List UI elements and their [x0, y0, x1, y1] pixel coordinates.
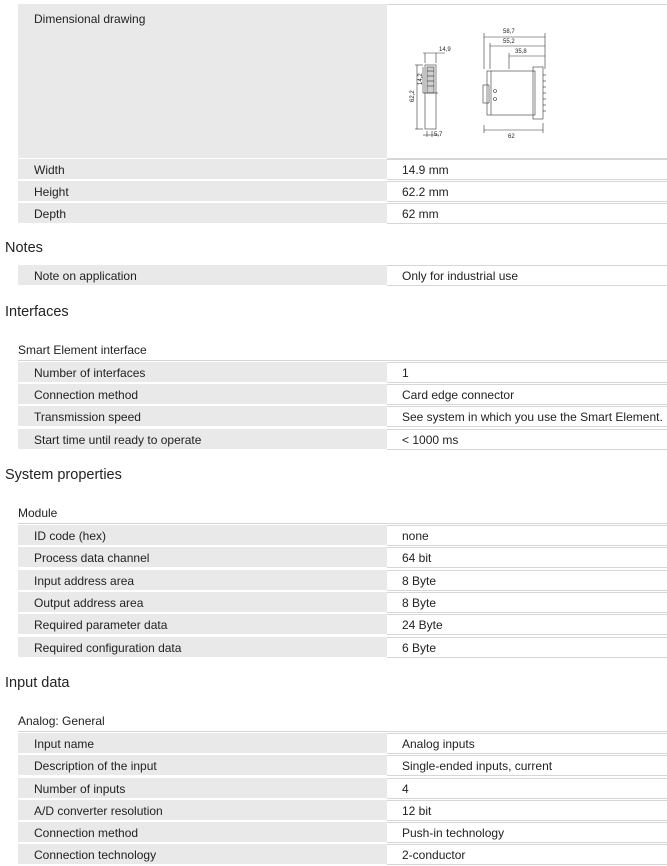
input-value: Push-in technology: [387, 822, 667, 843]
interfaces-value: < 1000 ms: [387, 429, 667, 450]
system-subtitle: Module: [18, 506, 58, 520]
interfaces-label: Connection method: [18, 384, 387, 405]
input-value: 12 bit: [387, 800, 667, 821]
interfaces-label: Number of interfaces: [18, 362, 387, 383]
dimensional-drawing-row: [18, 4, 667, 140]
dim-bottom-width: 5,7: [434, 132, 443, 138]
dim-depth-35: 35,8: [515, 49, 527, 55]
system-value: 64 bit: [387, 547, 667, 568]
section-title-system-properties: System properties: [5, 467, 122, 483]
dim-depth-62: 62: [508, 134, 515, 140]
input-label: Description of the input: [18, 755, 387, 776]
section-title-notes: Notes: [5, 240, 43, 256]
system-row: [18, 547, 667, 569]
system-label: ID code (hex): [18, 525, 387, 546]
subtitle-divider: [18, 731, 667, 732]
interfaces-row: [18, 406, 667, 428]
notes-row: [18, 265, 667, 287]
interfaces-value: See system in which you use the Smart Element.: [387, 406, 667, 427]
input-row: [18, 778, 667, 800]
dimension-value: 62 mm: [387, 203, 667, 224]
dimension-label: Height: [18, 181, 387, 202]
interfaces-value: Card edge connector: [387, 384, 667, 405]
dim-depth-55: 55,2: [503, 39, 515, 45]
input-label: Number of inputs: [18, 778, 387, 799]
system-label: Required parameter data: [18, 614, 387, 635]
input-row: [18, 800, 667, 822]
input-value: 2-conductor: [387, 844, 667, 865]
interfaces-value: 1: [387, 362, 667, 383]
system-label: Required configuration data: [18, 637, 387, 658]
input-row: [18, 822, 667, 844]
input-row: [18, 733, 667, 755]
dimensional-drawing-label: Dimensional drawing: [18, 4, 387, 159]
input-label: A/D converter resolution: [18, 800, 387, 821]
input-value: 4: [387, 778, 667, 799]
interfaces-row: [18, 362, 667, 384]
interfaces-label: Start time until ready to operate: [18, 429, 387, 450]
input-label: Input name: [18, 733, 387, 754]
subtitle-divider: [18, 360, 667, 361]
dimensional-drawing-cell: [387, 4, 667, 159]
input-value: Single-ended inputs, current: [387, 755, 667, 776]
system-value: none: [387, 525, 667, 546]
dimension-label: Width: [18, 159, 387, 180]
system-row: [18, 614, 667, 636]
input-label: Connection technology: [18, 844, 387, 865]
system-value: 24 Byte: [387, 614, 667, 635]
system-value: 6 Byte: [387, 637, 667, 658]
dimensional-drawing-image: [387, 5, 667, 160]
input-value: Analog inputs: [387, 733, 667, 754]
subtitle-divider: [18, 523, 667, 524]
dimension-row: [18, 181, 667, 203]
input-subtitle: Analog: General: [18, 714, 105, 728]
dim-depth-58: 58,7: [503, 29, 515, 35]
system-value: 8 Byte: [387, 570, 667, 591]
system-value: 8 Byte: [387, 592, 667, 613]
system-row: [18, 570, 667, 592]
notes-value: Only for industrial use: [387, 265, 667, 286]
notes-label: Note on application: [18, 265, 387, 286]
system-row: [18, 592, 667, 614]
dimension-value: 14.9 mm: [387, 159, 667, 180]
system-row: [18, 525, 667, 547]
input-row: [18, 755, 667, 777]
dim-front-width: 14,9: [439, 47, 451, 53]
dimension-value: 62.2 mm: [387, 181, 667, 202]
interfaces-label: Transmission speed: [18, 406, 387, 427]
interfaces-subtitle: Smart Element interface: [18, 343, 147, 357]
system-row: [18, 637, 667, 659]
input-label: Connection method: [18, 822, 387, 843]
dimension-label: Depth: [18, 203, 387, 224]
section-title-input-data: Input data: [5, 675, 70, 691]
system-label: Output address area: [18, 592, 387, 613]
dim-height-inner: 14,2: [418, 73, 424, 85]
section-title-interfaces: Interfaces: [5, 304, 69, 320]
dimension-row: [18, 203, 667, 225]
dimension-row: [18, 159, 667, 181]
system-label: Process data channel: [18, 547, 387, 568]
dim-height-total: 62,2: [410, 90, 416, 102]
system-label: Input address area: [18, 570, 387, 591]
interfaces-row: [18, 384, 667, 406]
interfaces-row: [18, 429, 667, 451]
